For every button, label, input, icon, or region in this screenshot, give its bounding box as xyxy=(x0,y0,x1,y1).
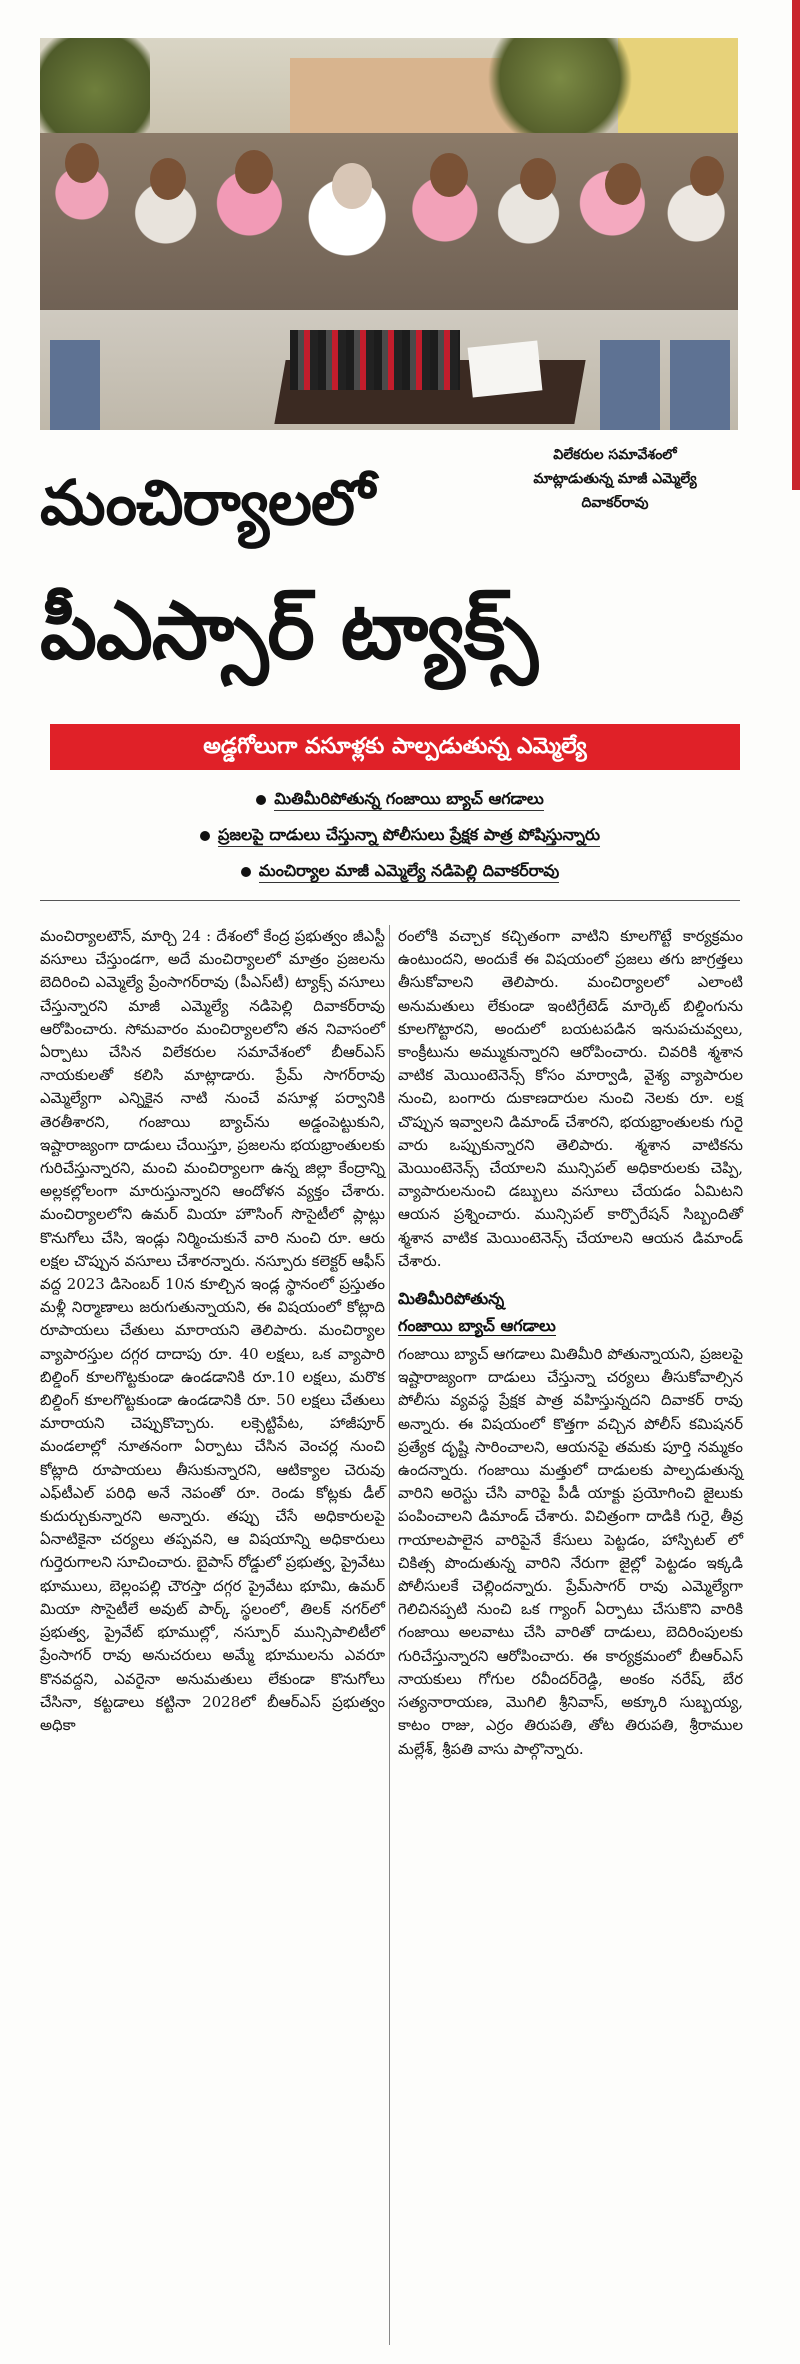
bullet-icon xyxy=(256,795,266,805)
photo-legs xyxy=(50,340,100,430)
subheading-line: మితిమీరిపోతున్న xyxy=(398,1289,505,1309)
photo-person-head xyxy=(605,163,641,205)
bullet-icon xyxy=(241,867,251,877)
article-paragraph: రంలోకి వచ్చాక కచ్చితంగా వాటిని కూలగొట్టే కార్యక్రమం ఉంటుందని, అందుకే ఈ విషయంలో ప్రజలు తగు జాగ్రత్తలు తీసుకోవాలని తెలిపారు. మంచిర్యాలలో ఎలాంటి అనుమతులు లేకుండా ఇంటిగ్రేటెడ్ మార్కెట్ బిల్డింగును కూలగొట్టారని, అందులో బయటపడిన ఇనుపచువ్వలు, కాంక్రీటును అమ్ముకున్నారని ఆరోపించారు. చివరికి శ్మశాన వాటిక మెయింటెనెన్స్ కోసం మార్వాడి, వైశ్య వ్యాపారుల నుంచి, బంగారు దుకాణదారుల నుంచి నెలకు రూ. లక్ష చొప్పున ఇవ్వాలని డిమాండ్ చేశారని, భయభ్రాంతులకు గురై వారు ఒప్పుకున్నారని తెలిపారు. శ్మశాన వాటికను మెయింటెనెన్స్ చేయాలని మున్సిపల్ అధికారులకు చెప్పి, వ్యాపారులనుంచి డబ్బులు వసూలు చేయడం ఏమిటని ఆయన ప్రశ్నించారు. మున్సిపల్ కార్పొరేషన్ సిబ్బందితో శ్మశాన వాటిక మెయింటెనెన్స్ చేయాలని ఆయన డిమాండ్ చేశారు. xyxy=(398,927,743,1270)
bullet-icon xyxy=(200,831,210,841)
photo-person-head xyxy=(150,158,186,200)
caption-line: విలేకరుల సమావేశంలో xyxy=(553,447,677,463)
photo-papers xyxy=(468,340,543,397)
photo-person-head xyxy=(235,150,273,194)
highlight-item xyxy=(0,824,800,846)
photo-person-head xyxy=(65,143,99,183)
article-column-right xyxy=(398,925,743,1761)
headline-line-1: మంచిర్యాలలో xyxy=(40,466,374,539)
highlight-text: ప్రజలపై దాడులు చేస్తున్నా పోలీసులు ప్రేక్షక పాత్ర పోషిస్తున్నారు xyxy=(218,825,600,847)
photo-legs xyxy=(670,340,730,430)
highlight-item xyxy=(0,788,800,810)
page-edge-strip xyxy=(792,0,800,490)
subheading-line: గంజాయి బ్యాచ్ ఆగడాలు xyxy=(398,1316,556,1336)
photo-person-head xyxy=(690,156,724,196)
article-paragraph: మంచిర్యాలటౌన్, మార్చి 24 : దేశంలో కేంద్ర ప్రభుత్వం జీఎస్టీ వసూలు చేస్తుండగా, అదే మంచిర్యాలలో మాత్రం ప్రజలను బెదిరించి ఎమ్మెల్యే ప్రేంసాగర్‌రావు (పీఎస్‌టీ) ట్యాక్స్ వసూలు చేస్తున్నారని మాజీ ఎమ్మెల్యే నడిపెల్లి దివాకర్‌రావు ఆరోపించారు. సోమవారం మంచిర్యాలలోని తన నివాసంలో ఏర్పాటు చేసిన విలేకరుల సమావేశంలో బీఆర్‌ఎస్ నాయకులతో కలిసి మాట్లాడారు. ప్రేమ్ సాగర్‌రావు ఎమ్మెల్యేగా ఎన్నికైన నాటి నుంచే వసూళ్ల పర్వానికి తెరతీశారని, గంజాయి బ్యాచ్‌ను అడ్డంపెట్టుకుని, ఇష్టారాజ్యంగా దాడులు చేయిస్తూ, ప్రజలను భయభ్రాంతులకు గురిచేస్తున్నారని, మంచి మంచిర్యాలగా ఉన్న జిల్లా కేంద్రాన్ని అల్లకల్లోలంగా మారుస్తున్నారని ఆందోళన వ్యక్తం చేశారు. మంచిర్యాలలోని ఉమర్ మియా హౌసింగ్ సొసైటీలో ప్లాట్లు కొనుగోలు చేసి, ఇండ్లు నిర్మించుకునే వారి నుంచి రూ. ఆరు లక్షల చొప్పున వసూలు చేశారన్నారు. నస్పూరు కలెక్టర్ ఆఫీస్ వద్ద 2023 డిసెంబర్ 10న కూల్చిన ఇండ్ల స్థానంలో ప్రస్తుతం మళ్లీ నిర్మాణాలు జరుగుతున్నాయని, ఈ విషయంలో కోట్లాది రూపాయలు చేతులు మారాయని తెలిపారు. మంచిర్యాల వ్యాపారస్తుల దగ్గర దాదాపు రూ. 40 లక్షలు, ఒక వ్యాపారి బిల్డింగ్ కూలగొట్టకుండా ఉండడానికి రూ.10 లక్షలు, మరొక బిల్డింగ్ కూలగొట్టకుండా ఉండడానికి రూ. 50 లక్షలు చేతులు మారాయని చెప్పుకొచ్చారు. లక్సెట్టిపేట, హాజీపూర్ మండలాల్లో నూతనంగా ఏర్పాటు చేసిన వెంచర్ల నుంచి కోట్లాది రూపాయలు తీసుకున్నారని, ఆటిక్యాల చెరువు ఎఫ్‌టీఎల్ పరిధి అనే నెపంతో రూ. రెండు కోట్లకు డీల్ కుదుర్చుకున్నారని అన్నారు. తప్పు చేసే అధికారులపై ఏనాటికైనా చర్యలు తప్పవని, ఆ విషయాన్ని అధికారులు గుర్తెరుగాలని సూచించారు. బైపాస్ రోడ్డులో ప్రభుత్వ, ప్రైవేటు భూములు, బెల్లంపల్లి చౌరస్తా దగ్గర ప్రైవేటు భూమి, ఉమర్ మియా సొసైటీలే అవుట్ పార్క్ స్థలంలో, తిలక్ నగర్‌లో ప్రభుత్వ, ప్రైవేట్ భూముల్లో, నస్పూర్ మున్సిపాలిటీలో ప్రేంసాగర్ రావు అనుచరులు అమ్మే భూములను ఎవరూ కొనవద్దని, ఎవరైనా అనుమతులు లేకుండా కొనుగోలు చేసినా, కట్టడాలు కట్టినా 2028లో బీఆర్‌ఎస్ ప్రభుత్వం అధికా xyxy=(40,927,385,1734)
highlight-item xyxy=(0,860,800,882)
caption-line: దివాకర్‌రావు xyxy=(581,495,649,511)
section-divider xyxy=(40,900,740,901)
photo-crowd xyxy=(40,133,738,333)
article-subheading xyxy=(398,1285,743,1339)
headline-line-2: పీఎస్సార్ ట్యాక్స్ xyxy=(40,583,537,677)
photo-legs xyxy=(600,340,660,430)
photo-tree xyxy=(480,38,640,138)
article-column-left xyxy=(40,925,385,1737)
article-paragraph: గంజాయి బ్యాచ్ ఆగడాలు మితిమీరి పోతున్నాయని, ప్రజలపై ఇష్టారాజ్యంగా దాడులు చేస్తున్నా చర్యలు తీసుకోవాల్సిన పోలీసు వ్యవస్థ ప్రేక్షక పాత్ర వహిస్తున్నదని దివాకర్ రావు అన్నారు. ఈ విషయంలో కొత్తగా వచ్చిన పోలీస్ కమిషనర్ ప్రత్యేక దృష్టి సారించాలని, ఆయనపై తమకు పూర్తి నమ్మకం ఉందన్నారు. గంజాయి మత్తులో దాడులకు పాల్పడుతున్న వారిని అరెస్టు చేసి వారిపై పీడీ యాక్టు ప్రయోగించి జైలుకు పంపించాలని డిమాండ్ చేశారు. విచిత్రంగా దాడికి గురై, తీవ్ర గాయాలపాలైన వారిపైనే కేసులు పెట్టడం, హాస్పిటల్ లో చికిత్స పొందుతున్న వారిని నేరుగా జైల్లో పెట్టడం ఇక్కడి పోలీసులకే చెల్లిందన్నారు. ప్రేమ్‌సాగర్ రావు ఎమ్మెల్యేగా గెలిచినప్పటి నుంచి ఒక గ్యాంగ్ ఏర్పాటు చేసుకొని వారికి గంజాయి అలవాటు చేసి వారితో దాడులు, బెదిరింపులకు గురిచేస్తున్నారని ఆరోపించారు. ఈ కార్యక్రమంలో బీఆర్‌ఎస్ నాయకులు గోగుల రవీందర్‌రెడ్డి, అంకం నరేష్, బేర సత్యనారాయణ, మొగిలి శ్రీనివాస్, అక్కూరి సుబ్బయ్య, కాటం రాజు, ఎర్రం తిరుపతి, తోట తిరుపతి, శ్రీరాముల మల్లేశ్, శ్రీపతి వాసు పాల్గొన్నారు. xyxy=(398,1345,743,1758)
subheadline-banner: అడ్డగోలుగా వసూళ్లకు పాల్పడుతున్న ఎమ్మెల్యే xyxy=(50,724,740,770)
photo-person-head xyxy=(430,153,468,197)
caption-line: మాట్లాడుతున్న మాజీ ఎమ్మెల్యే xyxy=(533,471,697,487)
column-divider xyxy=(389,925,390,2345)
photo-person-head xyxy=(520,158,556,200)
photo-microphones xyxy=(290,330,460,390)
photo-person-head xyxy=(332,163,372,209)
highlight-text: మితిమీరిపోతున్న గంజాయి బ్యాచ్ ఆగడాలు xyxy=(274,789,544,811)
highlight-text: మంచిర్యాల మాజీ ఎమ్మెల్యే నడిపెల్లి దివాకర్‌రావు xyxy=(259,861,559,883)
photo-caption xyxy=(500,443,730,515)
press-meet-photo xyxy=(40,38,738,430)
